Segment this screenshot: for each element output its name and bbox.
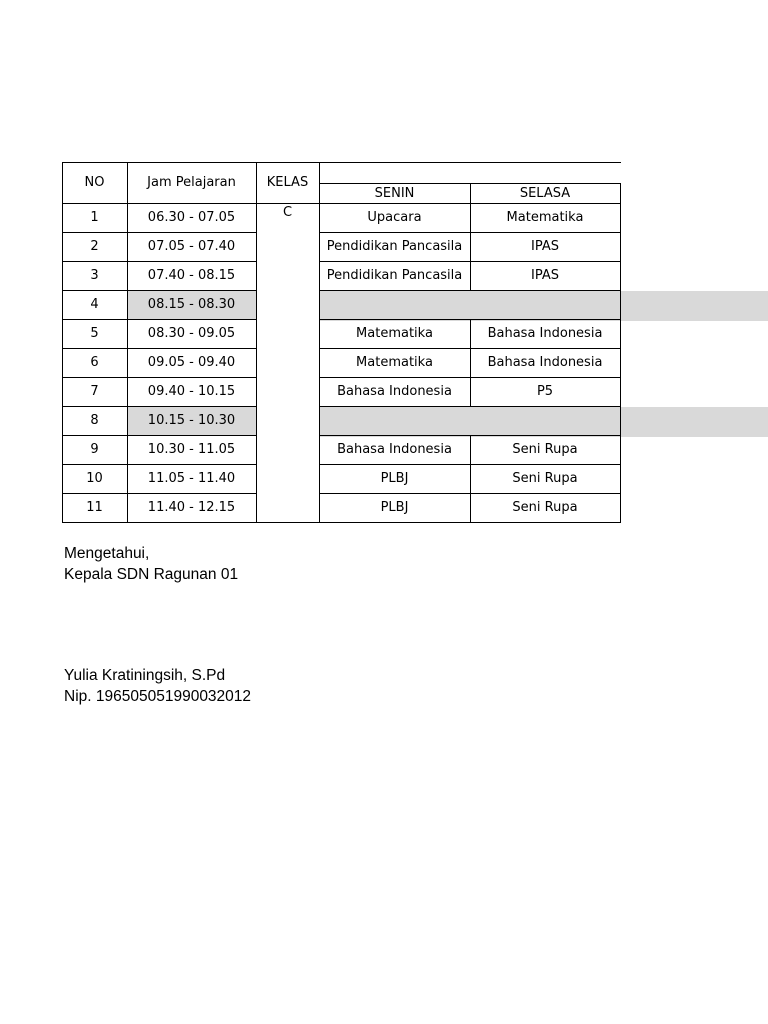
principal-name: Yulia Kratiningsih, S.Pd [64, 667, 226, 684]
row-divider [62, 261, 257, 262]
row-time: 07.40 - 08.15 [147, 268, 236, 283]
row-divider [62, 290, 257, 291]
row-senin-subject: Matematika [356, 355, 433, 370]
row-divider [62, 493, 257, 494]
header-bottom-border [62, 203, 621, 204]
row-selasa-subject: Bahasa Indonesia [487, 355, 603, 370]
row-divider [62, 464, 257, 465]
row-time: 09.40 - 10.15 [147, 384, 236, 399]
row-time: 08.30 - 09.05 [147, 326, 236, 341]
column-divider [470, 183, 471, 204]
column-divider [256, 162, 257, 523]
row-time: 07.05 - 07.40 [147, 239, 236, 254]
row-senin-subject: PLBJ [380, 471, 409, 486]
header-senin: SENIN [374, 185, 415, 201]
row-senin-subject: Matematika [356, 326, 433, 341]
column-divider [470, 348, 471, 378]
row-time: 06.30 - 07.05 [147, 210, 236, 225]
row-selasa-subject: Matematika [506, 210, 584, 225]
row-number: 1 [90, 210, 99, 225]
row-senin-subject: Bahasa Indonesia [337, 384, 452, 399]
row-number: 2 [90, 239, 99, 254]
column-divider [470, 232, 471, 262]
column-divider [470, 435, 471, 465]
row-senin-subject: Upacara [367, 210, 422, 225]
row-number: 8 [90, 413, 99, 428]
row-time: 11.40 - 12.15 [147, 500, 236, 515]
column-divider [470, 377, 471, 407]
row-selasa-subject: P5 [536, 384, 554, 399]
column-divider [470, 464, 471, 494]
row-number: 10 [86, 471, 103, 486]
column-divider [470, 319, 471, 349]
row-number: 5 [90, 326, 99, 341]
row-divider [62, 319, 257, 320]
principal-position: Kepala SDN Ragunan 01 [64, 566, 239, 583]
row-time: 10.15 - 10.30 [147, 413, 236, 428]
header-selasa: SELASA [519, 185, 571, 201]
header-no: NO [84, 175, 105, 190]
row-divider [62, 232, 257, 233]
row-time: 10.30 - 11.05 [147, 442, 236, 457]
row-divider [62, 406, 257, 407]
kelas-value: C [282, 205, 293, 220]
row-senin-subject: Pendidikan Pancasila [326, 239, 463, 254]
table-border-right [620, 183, 621, 523]
row-senin-subject: PLBJ [380, 500, 409, 515]
row-time: 09.05 - 09.40 [147, 355, 236, 370]
table-border-left [62, 162, 63, 523]
row-number: 7 [90, 384, 99, 399]
row-number: 3 [90, 268, 99, 283]
table-border-bottom [62, 522, 621, 523]
header-jam-pelajaran: Jam Pelajaran [147, 175, 236, 190]
schedule-table [62, 162, 621, 524]
principal-nip: Nip. 196505051990032012 [64, 688, 252, 705]
header-kelas: KELAS [266, 175, 309, 190]
row-number: 4 [90, 297, 99, 312]
row-selasa-subject: IPAS [531, 268, 559, 283]
row-senin-subject: Bahasa Indonesia [337, 442, 452, 457]
row-number: 9 [90, 442, 99, 457]
row-divider [62, 377, 257, 378]
row-selasa-subject: Seni Rupa [512, 500, 578, 515]
row-selasa-subject: Seni Rupa [512, 471, 578, 486]
row-senin-subject: Pendidikan Pancasila [326, 268, 463, 283]
column-divider [319, 162, 320, 523]
column-divider [127, 162, 128, 523]
column-divider [470, 203, 471, 233]
row-divider [62, 435, 257, 436]
row-time: 11.05 - 11.40 [147, 471, 236, 486]
row-selasa-subject: Bahasa Indonesia [487, 326, 603, 341]
column-divider [470, 493, 471, 523]
acknowledgement-label: Mengetahui, [64, 545, 150, 562]
row-number: 11 [86, 500, 103, 515]
row-selasa-subject: Seni Rupa [512, 442, 578, 457]
row-divider [62, 348, 257, 349]
row-time: 08.15 - 08.30 [147, 297, 236, 312]
row-number: 6 [90, 355, 99, 370]
column-divider [470, 261, 471, 291]
row-selasa-subject: IPAS [531, 239, 559, 254]
table-border-top [62, 162, 621, 163]
